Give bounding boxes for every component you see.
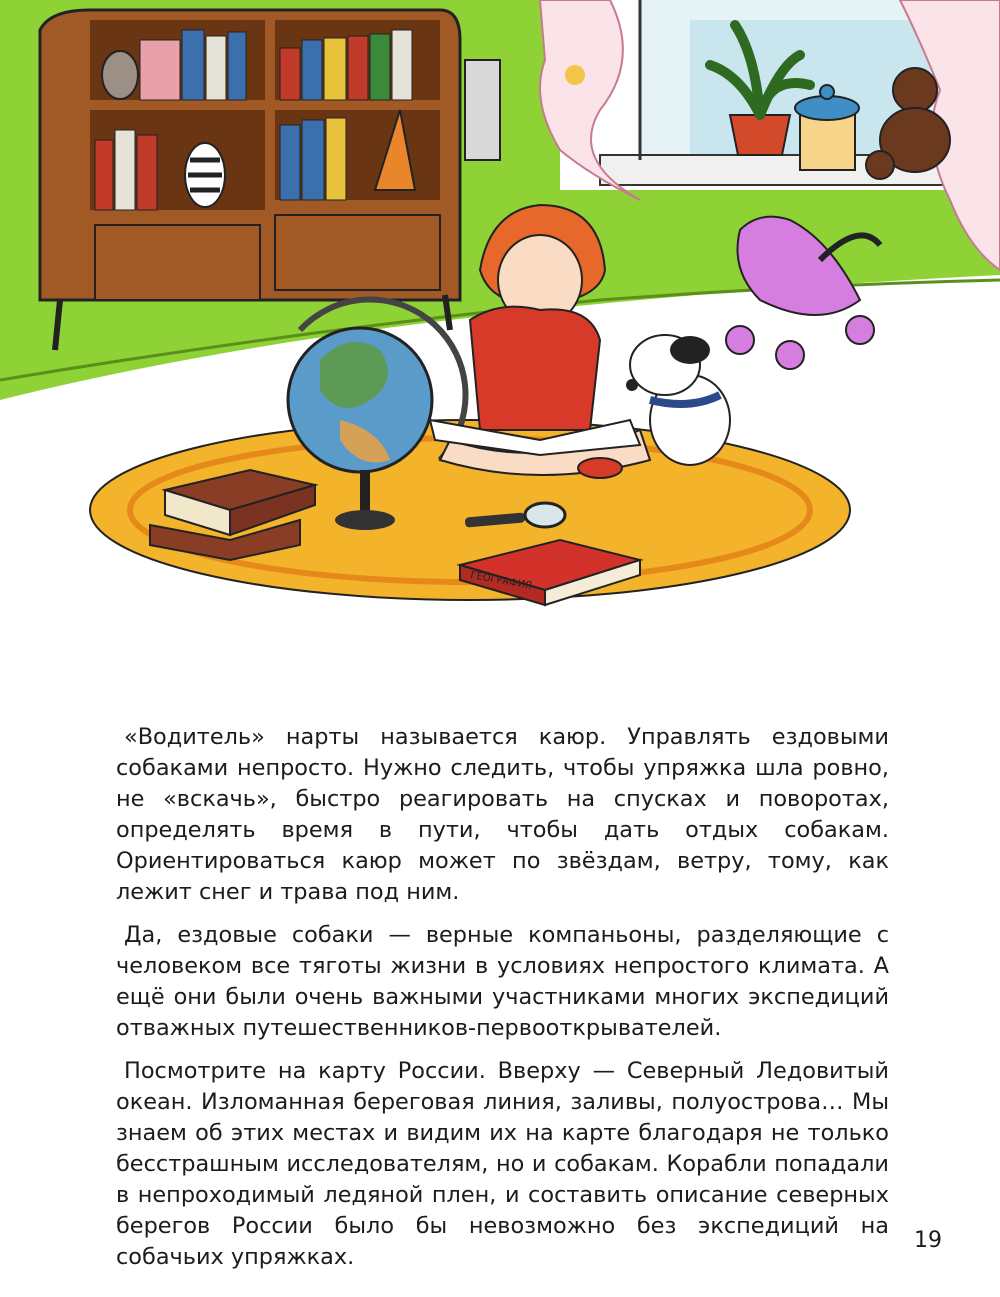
paragraph-3: Посмотрите на карту России. Вверху — Северный Ледовитый океан. Изломанная береговая линия, заливы, полуострова… Мы знаем об этих местах и видим их на карте благодаря не только бесстрашным исследователям, но и собакам. Корабли попадали в непроходимый ледяной плен, и составить описание северных берегов России было бы невозможно без экспедиций на собачьих упряжках. [116,1058,889,1270]
bookshelf [40,10,460,350]
illustration-svg [0,0,1000,640]
paragraph-2: Да, ездовые собаки — верные компаньоны, разделяющие с человеком все тяготы жизни в условиях непростого климата. А ещё они были очень важными участниками многих экспедиций отважных путешественников-первооткрывателей. [116,922,889,1041]
body-text [116,722,889,1285]
page-number: 19 [914,1228,942,1253]
illustration-girl-reading [0,0,1000,640]
geography-book-label: ГЕОГРАФИЯ [469,570,533,592]
paragraph-1: «Водитель» нарты называется каюр. Управлять ездовыми собаками непросто. Нужно следить, чтобы упряжка шла ровно, не «вскачь», быстро реагировать на спусках и поворотах, определять время в пути, чтобы дать отдых собакам. Ориентироваться каюр может по звёздам, ветру, тому, как лежит снег и трава под ним. [116,724,889,905]
